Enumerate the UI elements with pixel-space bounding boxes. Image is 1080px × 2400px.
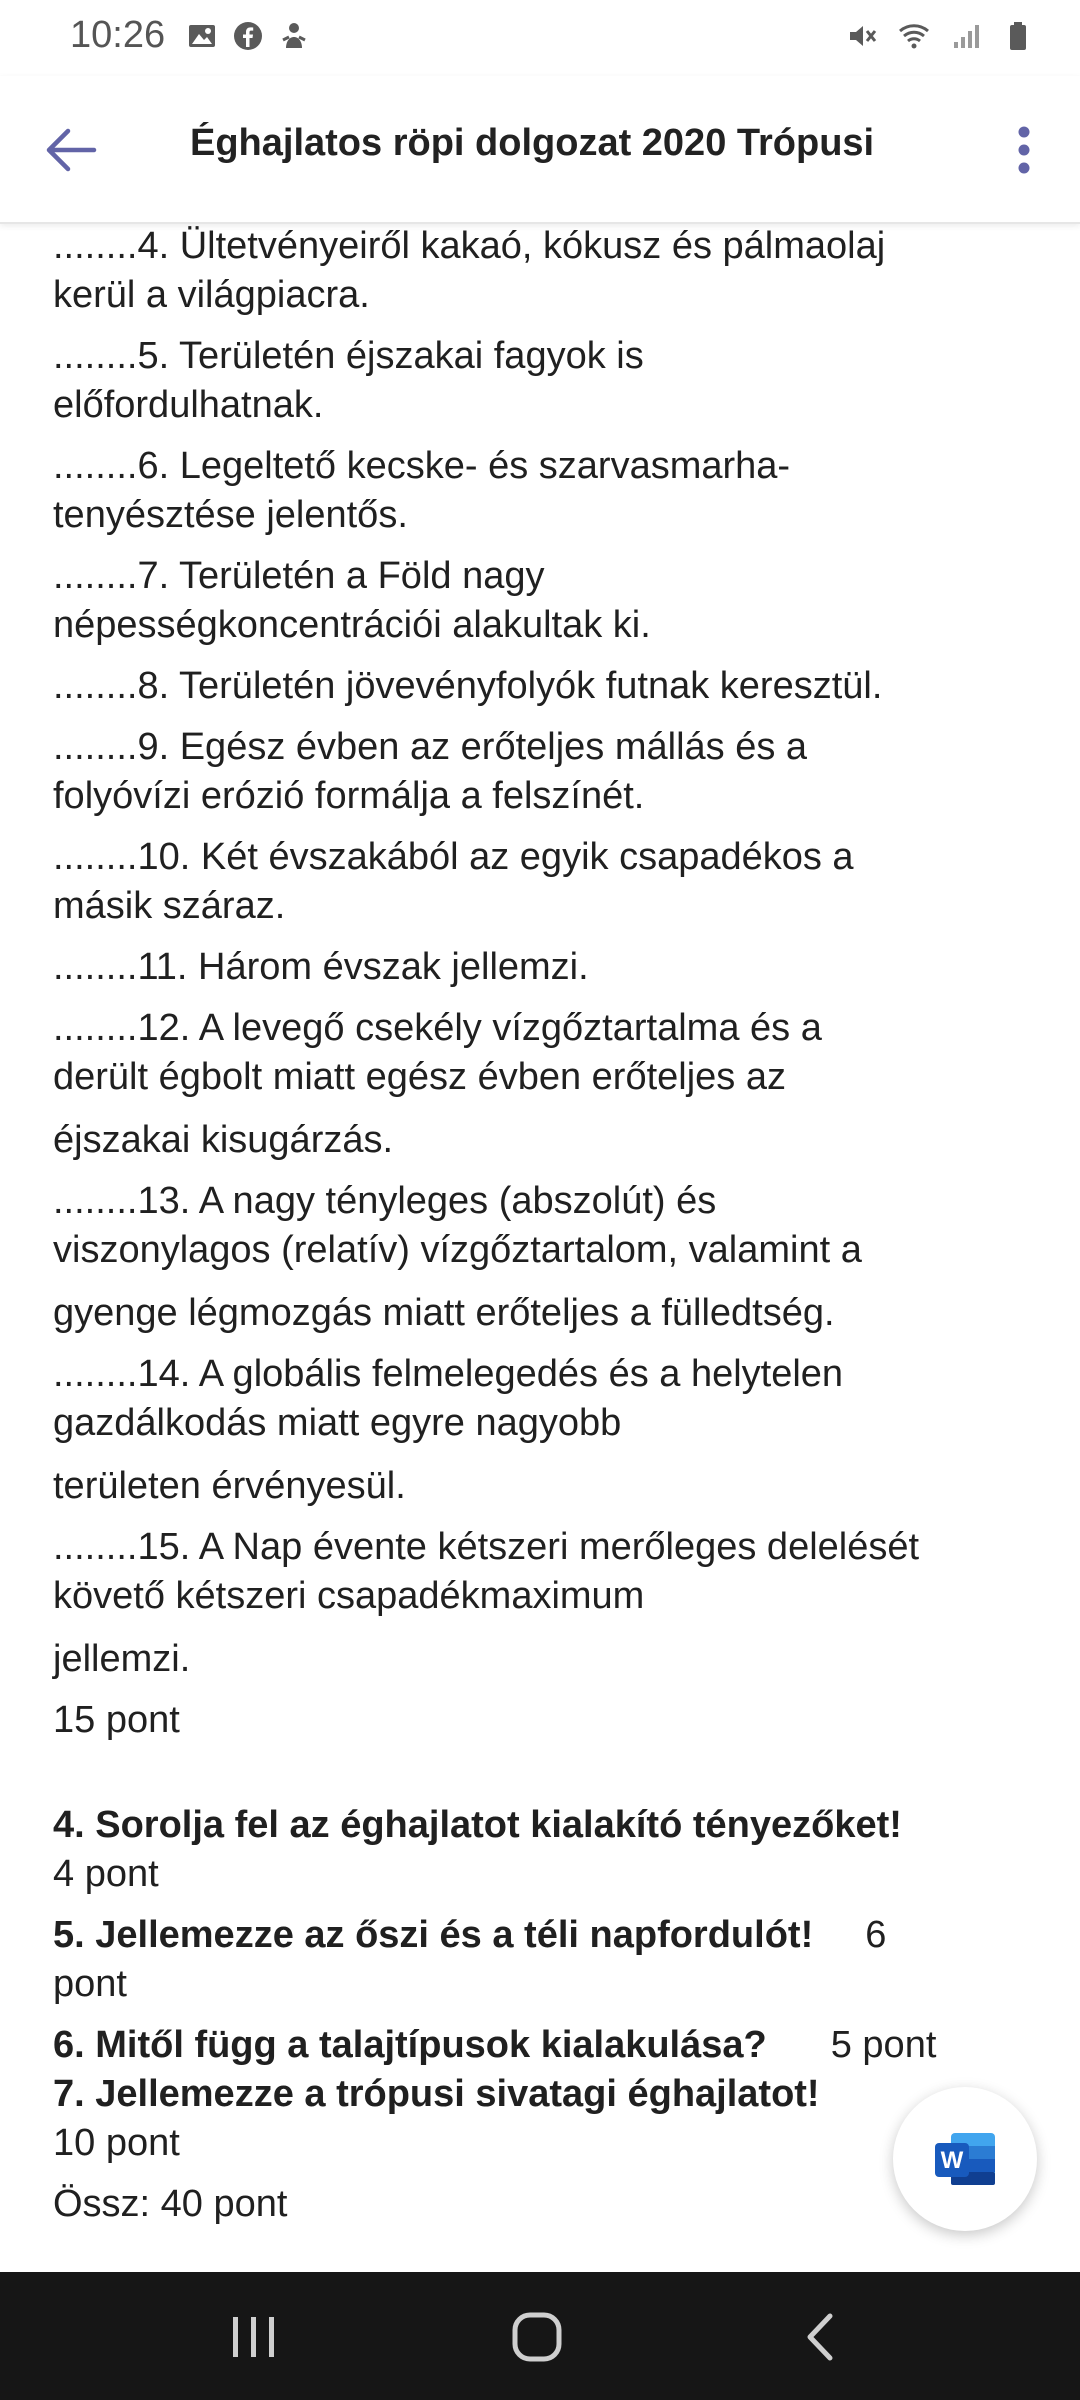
facebook-icon [232, 20, 264, 52]
question-item [53, 1911, 1033, 2009]
notification-icon [278, 20, 310, 52]
recent-apps-button[interactable] [214, 2302, 294, 2372]
document-body [53, 222, 1033, 2241]
status-time: 10:26 [70, 14, 166, 56]
list-item [53, 723, 1033, 821]
list-item [53, 833, 1033, 931]
list-item-line: viszonylagos (relatív) vízgőztartalom, valamint a [53, 1229, 862, 1271]
more-options-button[interactable] [1000, 118, 1048, 182]
list-item-line: másik száraz. [53, 885, 286, 927]
question-row [53, 1911, 1033, 1960]
list-item [53, 1177, 1033, 1338]
arrow-left-icon [40, 120, 100, 180]
list-item-line: ........6. Legeltető kecske- és szarvasmarha- [53, 445, 791, 487]
list-item [53, 943, 1033, 992]
mute-icon [846, 20, 878, 52]
question-text: 5. Jellemezze az őszi és a téli napfordulót! [53, 1914, 814, 1956]
back-icon [802, 2312, 838, 2362]
list-item-line: ........9. Egész évben az erőteljes mállás és a [53, 726, 808, 768]
question-points: 10 pont [53, 2122, 180, 2164]
battery-icon [1002, 20, 1034, 52]
status-notification-icons [186, 20, 310, 52]
open-in-word-button[interactable] [893, 2087, 1037, 2231]
spacer [53, 1745, 1033, 1801]
list-item-line: előfordulhatnak. [53, 384, 324, 426]
list-item-line: ........10. Két évszakából az egyik csapadékos a [53, 836, 854, 878]
question-text: 6. Mitől függ a talajtípusok kialakulása? [53, 2024, 767, 2066]
more-vertical-icon [1014, 124, 1034, 176]
list-item-line: jellemzi. [53, 1638, 191, 1680]
section-points-text: 15 pont [53, 1699, 180, 1741]
nav-back-button[interactable] [780, 2302, 860, 2372]
list-item-line: ........8. Területén jövevényfolyók futnak keresztül. [53, 665, 883, 707]
home-icon [511, 2311, 563, 2363]
list-item-line: ........15. A Nap évente kétszeri merőleges delelését [53, 1526, 920, 1568]
list-item-line: ........14. A globális felmelegedés és a helytelen [53, 1353, 844, 1395]
question-item [53, 1801, 1033, 1899]
word-icon-letter: W [940, 2147, 964, 2174]
list-item [53, 662, 1033, 711]
list-item-line: gyenge légmozgás miatt erőteljes a fülledtség. [53, 1292, 835, 1334]
home-button[interactable] [497, 2302, 577, 2372]
list-item-line: ........5. Területén éjszakai fagyok is [53, 335, 644, 377]
list-item-line: ........12. A levegő csekély vízgőztartalma és a [53, 1007, 822, 1049]
gallery-icon [186, 20, 218, 52]
section-points [53, 1696, 1033, 1745]
recent-apps-icon [229, 2315, 279, 2359]
status-bar [0, 0, 1080, 76]
list-item-line: népességkoncentrációi alakultak ki. [53, 604, 651, 646]
question-item [53, 2070, 1033, 2168]
question-item [53, 2021, 1033, 2070]
list-item-line: kerül a világpiacra. [53, 274, 370, 316]
total-points-text: Össz: 40 pont [53, 2183, 288, 2225]
list-item-line: ........4. Ültetvényeiről kakaó, kókusz és pálmaolaj [53, 225, 886, 267]
list-item [53, 1523, 1033, 1684]
list-item-line: követő kétszeri csapadékmaximum [53, 1575, 645, 1617]
list-item-line: derült égbolt miatt egész évben erőteljes az [53, 1056, 786, 1098]
list-item-line: tenyésztése jelentős. [53, 494, 408, 536]
list-item-line: ........13. A nagy tényleges (abszolút) és [53, 1180, 717, 1222]
word-icon [931, 2129, 999, 2189]
question-text: 7. Jellemezze a trópusi sivatagi éghajlatot! [53, 2073, 820, 2115]
document-viewer[interactable] [0, 222, 1080, 2272]
total-points [53, 2180, 1033, 2229]
list-item-line: ........7. Területén a Föld nagy [53, 555, 545, 597]
list-item [53, 552, 1033, 650]
system-nav-bar [0, 2272, 1080, 2400]
signal-icon [950, 20, 982, 52]
list-item-line: gazdálkodás miatt egyre nagyobb [53, 1402, 622, 1444]
question-row [53, 2021, 1033, 2070]
list-item [53, 1350, 1033, 1511]
list-item-line: éjszakai kisugárzás. [53, 1119, 394, 1161]
question-points: 6 [865, 1914, 887, 1956]
app-bar [0, 76, 1080, 224]
status-system-icons [846, 20, 1034, 52]
wifi-icon [898, 20, 930, 52]
question-text: 4. Sorolja fel az éghajlatot kialakító tényezőket! [53, 1804, 902, 1846]
list-item [53, 442, 1033, 540]
document-title: Éghajlatos röpi dolgozat 2020 Trópusi [190, 122, 875, 164]
list-item [53, 332, 1033, 430]
list-item-line: ........11. Három évszak jellemzi. [53, 946, 589, 988]
question-points: 5 pont [830, 2024, 937, 2066]
list-item-line: folyóvízi erózió formálja a felszínét. [53, 775, 645, 817]
list-item [53, 1004, 1033, 1165]
list-item [53, 222, 1033, 320]
back-button[interactable] [34, 114, 106, 186]
list-item-line: területen érvényesül. [53, 1465, 406, 1507]
question-points-wrap: pont [53, 1963, 127, 2005]
question-points: 4 pont [53, 1853, 159, 1895]
